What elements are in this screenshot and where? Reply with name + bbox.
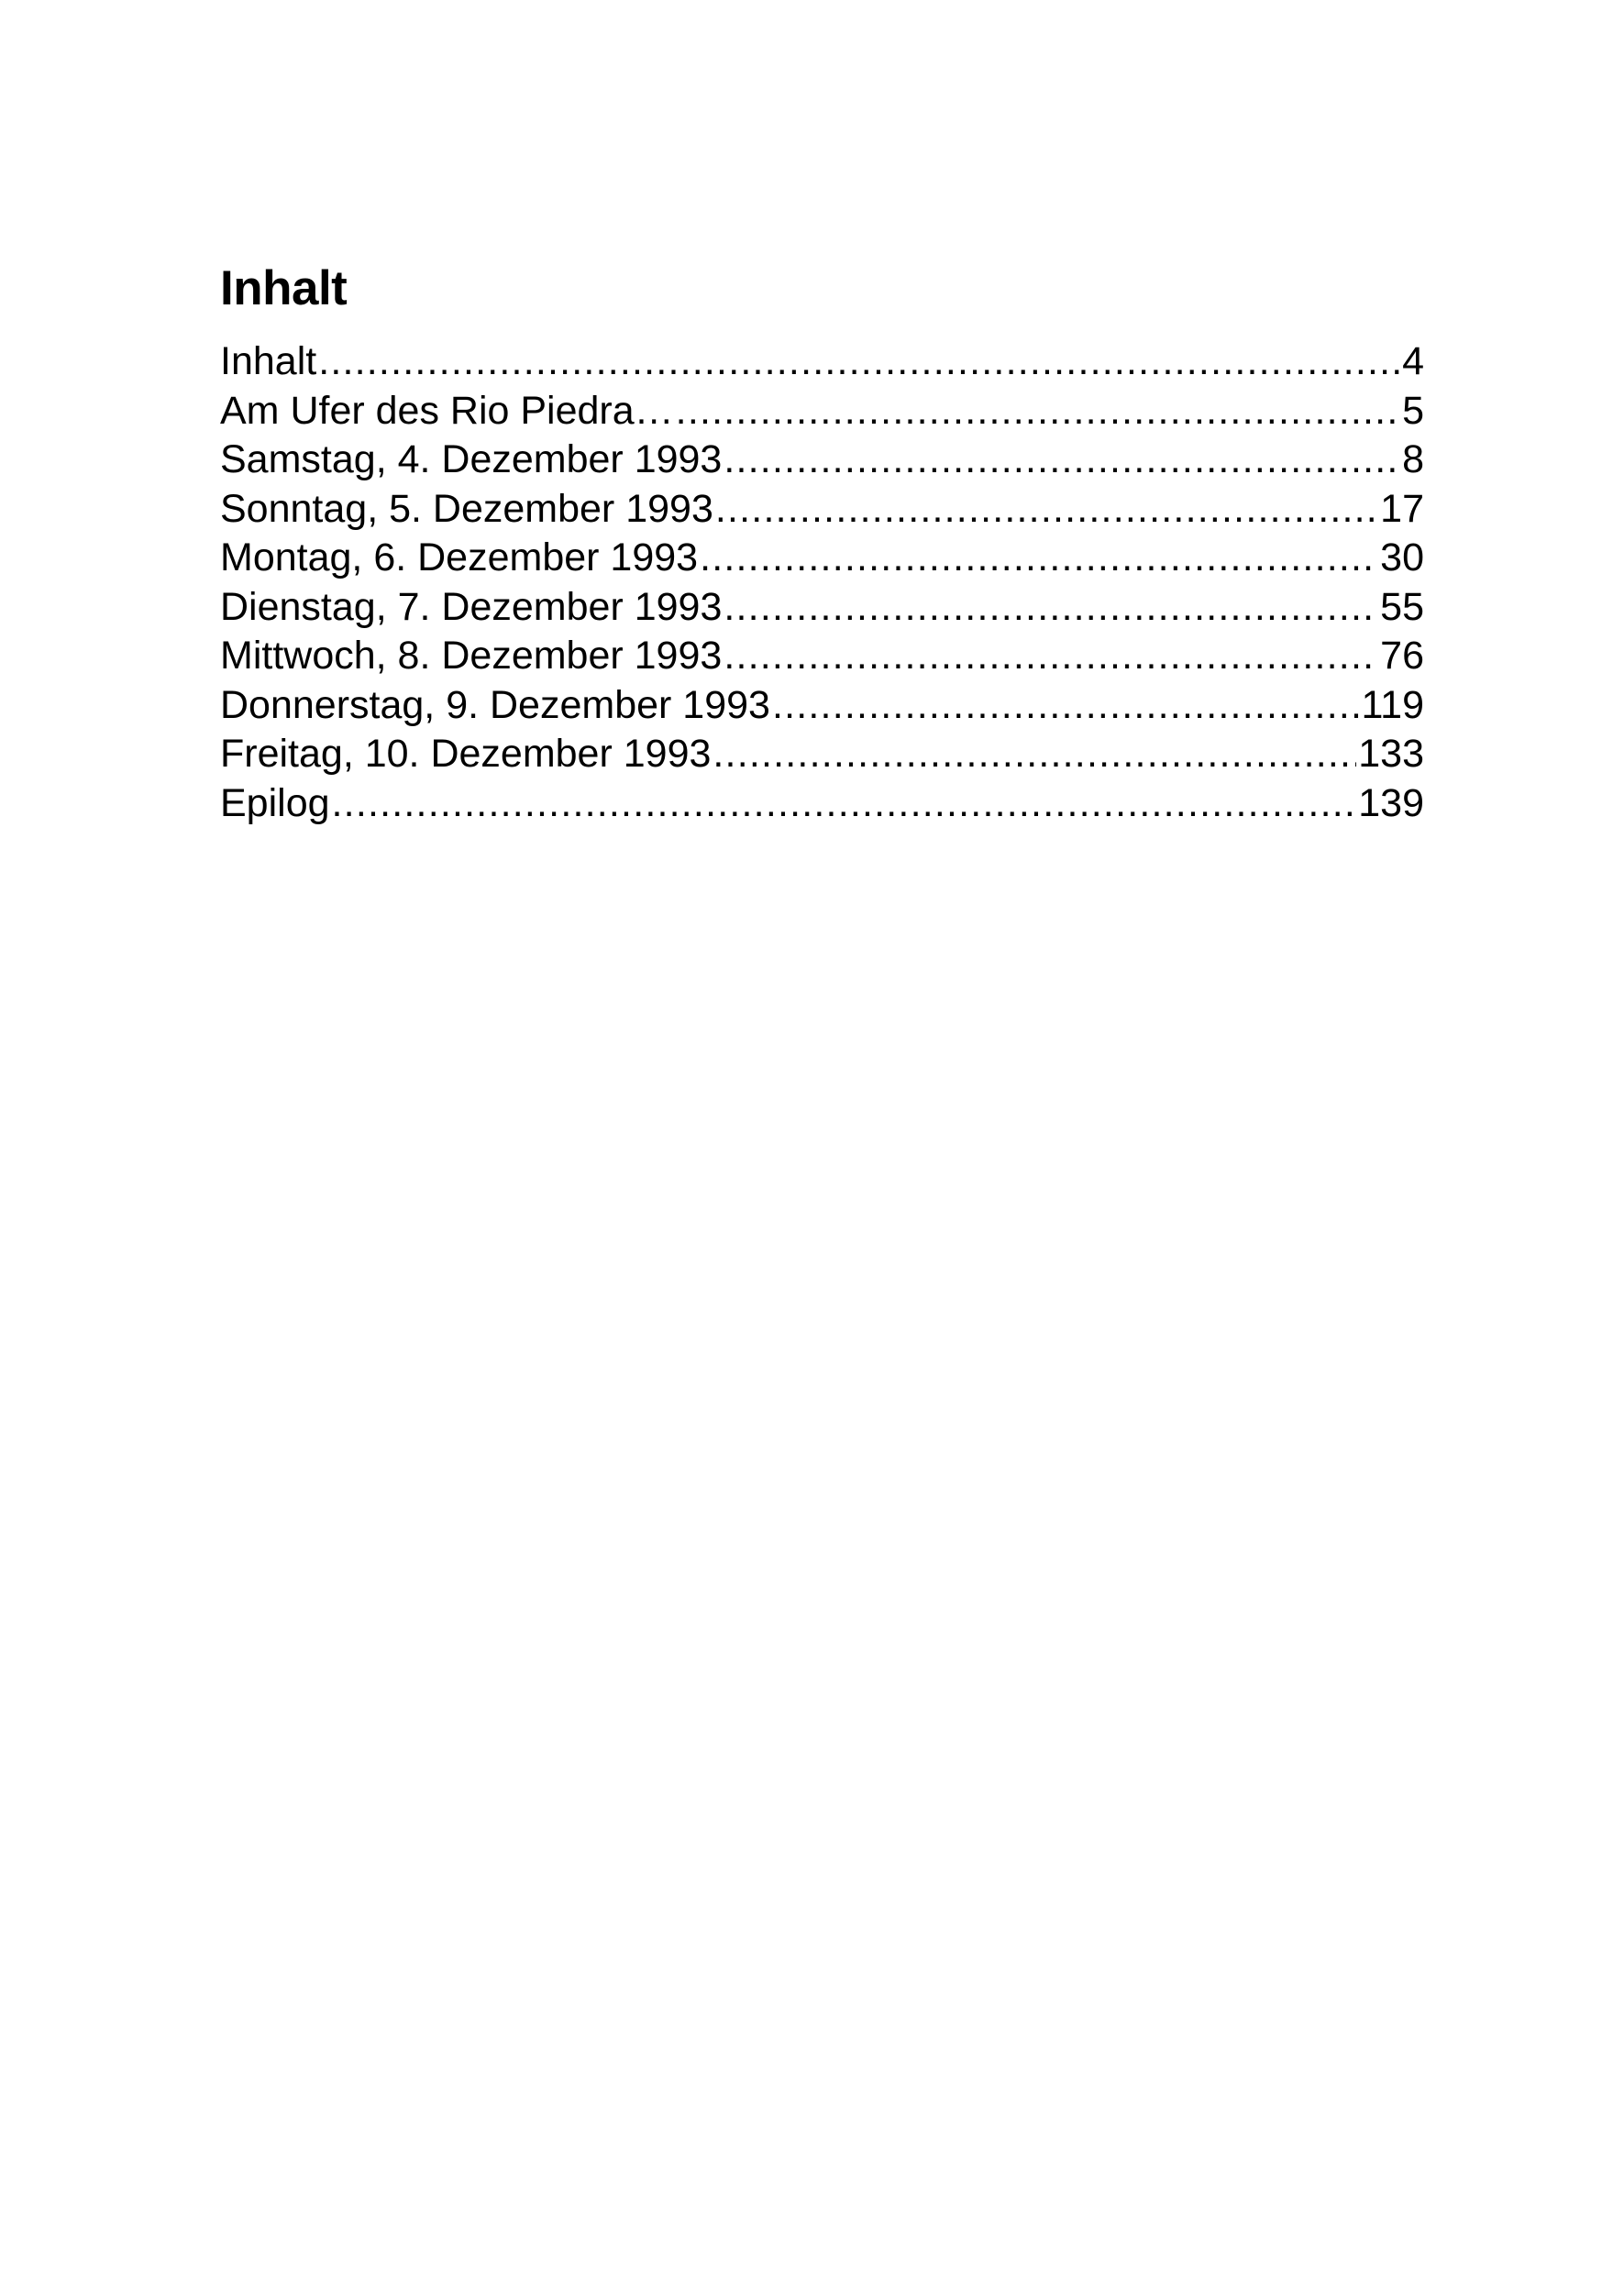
toc-dot-leader — [724, 632, 1378, 681]
toc-dot-leader — [676, 387, 1400, 436]
toc-entry[interactable] — [220, 681, 1424, 731]
table-of-contents — [220, 257, 1424, 828]
toc-entry-title: Dienstag, 7. Dezember 1993 — [220, 584, 723, 629]
toc-entry[interactable] — [220, 583, 1424, 633]
toc-entry-page: 119 — [1361, 682, 1424, 727]
toc-entry-page: 17 — [1380, 486, 1424, 531]
toc-dot-leader — [724, 583, 1378, 633]
toc-dot-leader — [700, 534, 1378, 583]
toc-entry-page: 133 — [1358, 732, 1424, 776]
toc-entry-title: Epilog — [220, 780, 330, 825]
toc-entry-page: 8 — [1402, 437, 1424, 481]
toc-entry[interactable] — [220, 387, 1424, 436]
toc-entry-page: 30 — [1380, 535, 1424, 579]
toc-dot-leader — [724, 436, 1400, 485]
toc-dot-leader — [713, 730, 1356, 779]
toc-entry[interactable] — [220, 779, 1424, 829]
toc-dot-leader — [715, 485, 1378, 535]
toc-dot-leader — [318, 337, 1400, 387]
toc-entry-page: 76 — [1380, 634, 1424, 678]
toc-entry-title: Sonntag, 5. Dezember 1993 — [220, 486, 713, 531]
toc-entry-page: 5 — [1402, 388, 1424, 433]
toc-entry[interactable] — [220, 534, 1424, 583]
toc-entry-title: Inhalt — [220, 339, 317, 383]
toc-entry[interactable] — [220, 337, 1424, 387]
toc-entry-title: Montag, 6. Dezember 1993 — [220, 535, 699, 579]
toc-entry[interactable] — [220, 632, 1424, 681]
toc-entry[interactable] — [220, 485, 1424, 535]
toc-entry[interactable] — [220, 436, 1424, 485]
toc-entry-title: Am Ufer des Rio Piedra… — [220, 388, 674, 433]
toc-entry-page: 4 — [1402, 339, 1424, 383]
toc-entry-title: Donnerstag, 9. Dezember 1993 — [220, 682, 770, 727]
toc-dot-leader — [772, 681, 1359, 731]
toc-dot-leader — [332, 779, 1357, 829]
toc-entry-title: Samstag, 4. Dezember 1993 — [220, 437, 723, 481]
toc-entry[interactable] — [220, 730, 1424, 779]
toc-entry-page: 55 — [1380, 584, 1424, 629]
toc-entry-page: 139 — [1358, 780, 1424, 825]
toc-entry-title: Mittwoch, 8. Dezember 1993 — [220, 634, 723, 678]
toc-entry-title: Freitag, 10. Dezember 1993 — [220, 732, 712, 776]
toc-list — [220, 337, 1424, 828]
toc-heading: Inhalt — [220, 261, 348, 315]
